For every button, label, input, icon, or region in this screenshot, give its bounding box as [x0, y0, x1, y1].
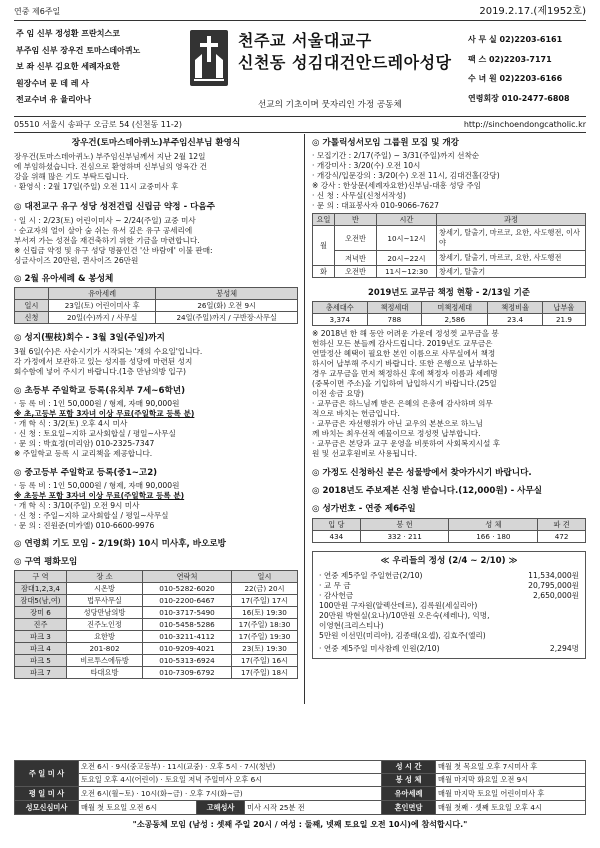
district-cell: 010-5458-5286 [143, 619, 232, 631]
infant-baptism-label: 유아세례 [382, 787, 436, 801]
hymn-cell: 472 [538, 530, 586, 542]
holy-hour-label: 성 시 간 [382, 761, 436, 774]
bible-group-cell: 월 [313, 226, 335, 266]
parish-name-line2: 신천동 성김대건안드레아성당 [238, 53, 452, 72]
district-header: 장 소 [67, 571, 143, 583]
palm-line: 회수함에 넣어 주시기 바랍니다.(1층 만남의방 입구) [14, 366, 186, 376]
offering-amount: 20,795,000원 [528, 581, 579, 591]
tithe-cell: 2,586 [422, 313, 488, 325]
bible-group-line: ※ 강사 : 한상문(세례자요한)신부님-대흥 성당 주임 [312, 181, 482, 191]
sunday-mass-line: 오전 6시 · 9시(중고등부) · 11시(교중) · 오후 5시 · 7시(청년) [79, 761, 382, 774]
communion-value: 매월 마지막 화요일 오전 9시 [436, 774, 586, 787]
district-cell: 진주 [15, 619, 67, 631]
district-cell: 23(토) 19:30 [232, 643, 298, 655]
bible-group-cell: 11시~12:30 [377, 266, 437, 278]
elementary-line: · 신 청 : 토요일~지하 교사회합실 / 평일~사무실 [14, 428, 176, 438]
notice-items: ◎ 가정도 신청하신 분은 성물방에서 찾아가시기 바랍니다. [312, 467, 532, 478]
sunday-mass-line: 토요일 오후 4시(어린이) · 토요일 저녁 주일미사 오후 6시 [79, 774, 382, 787]
bible-group-cell: 오전반 [335, 266, 377, 278]
attendance-value: 2,294명 [549, 644, 579, 654]
district-cell: 17(주일) 18시 [232, 667, 298, 679]
bible-group-header: 시간 [377, 214, 437, 226]
pilgrim-title: ◎ 대전교구 유구 성당 성전건립 신립금 약정 - 다음주 [14, 202, 216, 213]
bible-group-line: · 모집기간 : 2/17(주일) ~ 3/31(주일)까지 선착순 [312, 151, 480, 161]
column-divider [304, 134, 305, 704]
parish-address: 05510 서울시 송파구 오금로 54 (신천동 11-2) [14, 120, 183, 129]
bible-group-cell: 화 [313, 266, 335, 278]
tithe-header: 미책정세대 [422, 301, 488, 313]
district-cell: 비르투스에듀방 [67, 655, 143, 667]
welcome-line: · 환영식 : 2월 17일(주일) 오전 11시 교중미사 후 [14, 182, 179, 192]
hymn-cell: 434 [313, 530, 361, 542]
bible-group-cell: 창세기, 탈출기 [437, 266, 586, 278]
tithe-note-line: 원 및 선교후원비로 사용됩니다. [312, 448, 418, 458]
elementary-line: · 문 의 : 박효정(미리암) 010-2325-7347 [14, 438, 155, 448]
table-row [15, 619, 298, 631]
notice-bulletin: ◎ 2018년도 주보제본 신청 받습니다.(12,000원) - 사무실 [312, 486, 543, 497]
baptism-cell: 26일(화) 오전 9시 [156, 300, 298, 312]
welcome-line: 강을 위해 많은 기도 부탁드립니다. [14, 172, 129, 182]
district-rows [15, 583, 298, 679]
contact-office: 사 무 실 02)2203-6161 [468, 35, 563, 44]
attendance-label: · 연중 제5주일 미사참례 인원(2/10) [319, 644, 440, 654]
district-header: 구 역 [15, 571, 67, 583]
confession-value: 미사 시작 25분 전 [245, 801, 382, 815]
bible-group-cell: 오전반 [335, 226, 377, 251]
tithe-cell: 21.9 [542, 313, 585, 325]
table-row [15, 607, 298, 619]
district-header: 일시 [232, 571, 298, 583]
bible-group-cell: 창세기, 탈출기, 마르코, 요한, 사도행전 [437, 251, 586, 266]
header-top-rule [14, 20, 586, 21]
staff-pastor: 주 임 신부 정성환 프란치스코 [16, 29, 120, 38]
marian-mass-label: 성모신심미사 [15, 801, 79, 815]
palm-title: ◎ 성지(聖枝)회수 - 3월 3일(주일)까지 [14, 333, 165, 344]
offering-name-line: 100만원 구자원(알렉산데르), 김록원(세실리아) [319, 601, 478, 611]
bible-group-line: · 문 의 : 대표봉사자 010-9066-7627 [312, 201, 440, 211]
contact-convent: 수 녀 원 02)2203-6166 [468, 74, 563, 83]
church-logo-icon [190, 30, 228, 86]
tithe-note-line: ※ 2018년 한 해 동안 어려운 가운데 정성껏 교무금을 봉 [312, 328, 499, 338]
issue-date: 2019.2.17.(제1952호) [479, 6, 586, 17]
bible-group-cell: 창세기, 탈출기, 마르코, 요한, 사도행전, 이사야 [437, 226, 586, 251]
elementary-line: · 등 록 비 : 1인 50,000원 / 형제, 자매 90,000원 [14, 398, 180, 408]
baptism-cell: 23일(토) 어린이미사 후 [49, 300, 156, 312]
middle-high-line: · 등 록 비 : 1인 50,000원 / 형제, 자매 90,000원 [14, 481, 180, 491]
district-cell: 010-5282-6020 [143, 583, 232, 595]
bible-group-header: 요일 [313, 214, 335, 226]
offering-label: · 감사헌금 [319, 591, 354, 601]
hymn-title: ◎ 성가번호 - 연중 제6주일 [312, 504, 416, 515]
bible-group-line: · 신 청 : 사무실(신청서작성) [312, 191, 406, 201]
hymn-table [312, 518, 586, 543]
tithe-note-line: · 교무금은 하느님께 받은 은혜의 은총에 감사하며 의무 [312, 398, 493, 408]
district-title: ◎ 구역 평화모임 [14, 556, 78, 567]
district-header: 연락처 [143, 571, 232, 583]
baptism-header: 유아세례 [49, 288, 156, 300]
table-row [15, 631, 298, 643]
district-cell: 잠대5(남,여) [15, 595, 67, 607]
district-cell: 파크 3 [15, 631, 67, 643]
welcome-line: 장우건(토마스데아퀴노) 부주임신부님께서 지난 2월 12일 [14, 152, 206, 162]
elementary-line: ※ 주일학교 등록 시 교리책을 제공합니다. [14, 448, 153, 458]
table-row [15, 643, 298, 655]
district-cell: 요한방 [67, 631, 143, 643]
offering-row [319, 571, 579, 581]
middle-high-line: · 신 청 : 주일~지하 교사회합실 / 평일~사무실 [14, 511, 169, 521]
table-row [15, 595, 298, 607]
parish-url[interactable]: http://sinchoendongcatholic.kr [463, 120, 586, 129]
prayer-meeting-title: ◎ 연령회 기도 모임 - 2/19(화) 10시 미사후, 바오로방 [14, 539, 226, 550]
district-cell: 010-3211-4112 [143, 631, 232, 643]
offering-row [319, 591, 579, 601]
offering-row [319, 581, 579, 591]
tithe-note-line: (중복이면 주소)을 기입하여 납입하시기 바랍니다.(25일 [312, 378, 497, 388]
tithe-note-line: 적으로 바치는 헌금입니다. [312, 408, 400, 418]
bible-group-table [312, 213, 586, 278]
tithe-header: 총세대수 [313, 301, 368, 313]
baptism-header: 봉성체 [156, 288, 298, 300]
bible-group-cell: 저녁반 [335, 251, 377, 266]
tithe-header: 책정비율 [488, 301, 543, 313]
staff-superior: 원장수녀 문 데 레 사 [16, 78, 89, 88]
offering-label: · 교 무 금 [319, 581, 351, 591]
palm-line: 각 가정에서 보관하고 있는 성지를 성당에 마련된 성지 [14, 356, 193, 366]
district-cell: 17(주일) 18:30 [232, 619, 298, 631]
pilgrim-line: ※ 신립금 약정 및 유구 성당 명품인건 '산 바람에' 이불 판매: [14, 245, 213, 255]
baptism-cell: 신청 [15, 312, 49, 324]
sunday-mass-label: 주 일 미 사 [15, 761, 79, 787]
staff-assistant: 보 좌 신부 김요한 세례자요한 [16, 62, 120, 71]
district-cell: 진주노인정 [67, 619, 143, 631]
offering-name-line: 이영현(크리스티나) [319, 621, 384, 631]
staff-associate: 부주임 신부 장우건 토마스데아퀴노 [16, 45, 141, 55]
tithe-cell: 3,374 [313, 313, 368, 325]
bible-group-cell: 10시~12시 [377, 226, 437, 251]
contact-list [468, 30, 586, 108]
bible-group-header: 반 [335, 214, 377, 226]
attendance-row [319, 644, 579, 654]
weekday-mass-line: 오전 6시(월~토) · 10시(화~금) · 오후 7시(화~금) [79, 787, 382, 801]
baptism-cell: 20일(수)까지 / 사무실 [49, 312, 156, 324]
holy-hour-value: 매월 첫 목요일 오후 7시미사 후 [436, 761, 586, 774]
contact-fax: 팩 스 02)2203-7171 [468, 54, 552, 64]
elementary-line: · 개 학 식 : 3/2(토) 오후 4시 미사 [14, 418, 128, 428]
district-cell: 17(주일) 16시 [232, 655, 298, 667]
baptism-title: ◎ 2월 유아세례 & 봉성체 [14, 273, 114, 284]
bible-group-line: · 개강식/입문강의 : 3/20(수) 오전 11시, 김대건홀(강당) [312, 171, 500, 181]
offering-amount: 2,650,000원 [533, 591, 579, 601]
week-label: 연중 제6주일 [14, 7, 61, 16]
staff-list [16, 26, 148, 109]
district-cell: 16(토) 19:30 [232, 607, 298, 619]
parish-name-line1: 천주교 서울대교구 [238, 31, 372, 50]
district-cell: 파크 4 [15, 643, 67, 655]
table-row [15, 655, 298, 667]
staff-sister: 전교수녀 유 율리아나 [16, 95, 92, 104]
hymn-header: 입 당 [313, 518, 361, 530]
offering-title: ≪ 우리들의 정성 (2/4 ~ 2/10) ≫ [380, 555, 518, 566]
hymn-cell: 332 · 211 [360, 530, 449, 542]
district-cell: 성당만남의방 [67, 607, 143, 619]
bible-group-header: 과정 [437, 214, 586, 226]
district-table [14, 570, 298, 679]
tithe-note-line: · 교무금은 본당과 교구 운영을 비롯하여 사회복지시설 후 [312, 438, 501, 448]
district-cell: 파크 7 [15, 667, 67, 679]
mass-schedule [14, 760, 586, 831]
left-column [14, 136, 298, 679]
district-cell: 010-2200-6467 [143, 595, 232, 607]
pilgrim-line: 부서져 가는 성전을 재건축하기 위한 기금을 마련합니다. [14, 235, 200, 245]
marriage-label: 혼인면담 [382, 801, 436, 815]
baptism-table [14, 287, 298, 324]
offering-box [312, 551, 586, 659]
offering-amount: 11,534,000원 [528, 571, 579, 581]
right-column [312, 136, 586, 659]
bible-group-cell: 20시~22시 [377, 251, 437, 266]
welcome-title: 장우건(토마스데아퀴노)부주임신부님 환영식 [71, 138, 241, 148]
tithe-note-line: 이전 송금 요망) [312, 388, 364, 398]
hymn-header: 성 체 [449, 518, 538, 530]
district-cell: 010-7309-6792 [143, 667, 232, 679]
district-cell: 17(주일) 17시 [232, 595, 298, 607]
offering-name-line: 5만원 이선민(미리아), 김종태(요셉), 김효주(엘리) [319, 631, 486, 641]
header-bottom-rule [14, 116, 586, 117]
baptism-header [15, 288, 49, 300]
district-cell: 17(주일) 19:30 [232, 631, 298, 643]
district-cell: 201-802 [67, 643, 143, 655]
tithe-notes [312, 329, 586, 459]
tithe-note-line: 하시어 납부해 주시기 바랍니다. 또한 은행으로 납부하는 [312, 358, 498, 368]
elementary-line: ※ 초,고등부 포함 3자녀 이상 무료(주일학교 등록 분) [14, 408, 195, 418]
tithe-header: 책정세대 [367, 301, 422, 313]
district-cell: 010-5313-6924 [143, 655, 232, 667]
welcome-line: 에 부임하셨습니다. 진심으로 환영하며 신부님의 영육간 건 [14, 162, 207, 172]
district-cell: 장미 6 [15, 607, 67, 619]
baptism-cell: 일시 [15, 300, 49, 312]
pilgrim-line: · 순교자의 얼이 살아 숨 쉬는 유서 깊은 유구 공세리에 [14, 225, 193, 235]
weekday-mass-label: 평 일 미 사 [15, 787, 79, 801]
district-cell: 잠대1,2,3,4 [15, 583, 67, 595]
offering-name-line: 20만원 박현실(요나)/10만원 오은숙(세레나), 익명, [319, 611, 490, 621]
tithe-cell: 23.4 [488, 313, 543, 325]
schedule-table [14, 760, 586, 801]
district-cell: 010-9209-4021 [143, 643, 232, 655]
baptism-cell: 24일(주일)까지 / 구반장·사무실 [156, 312, 298, 324]
parish-motto: 선교의 기초이며 뭇자리인 가정 공동체 [258, 100, 402, 110]
hymn-header: 봉 헌 [360, 518, 449, 530]
middle-high-line: · 개 학 식 : 3/10(주일) 오전 9시 미사 [14, 501, 140, 511]
tithe-cell: 788 [367, 313, 422, 325]
schedule-table-2 [14, 801, 586, 815]
footer-slogan: "소공동체 모임 (남성 : 셋째 주일 20시 / 여성 : 둘째, 넷째 토요일 오전 10시)에 참석합시다." [132, 820, 468, 829]
tithe-table [312, 301, 586, 326]
tithe-note-line: 경우 교무금을 먼저 책정하신 후에 책정자 이름과 세례명 [312, 368, 498, 378]
tithe-note-line: 께 바치는 최우선적 예물이므로 정성껏 납부합니다. [312, 428, 481, 438]
tithe-header: 납부율 [542, 301, 585, 313]
district-cell: 22(금) 20시 [232, 583, 298, 595]
marian-mass-line: 매월 첫 토요일 오전 6시 [79, 801, 197, 815]
tithe-note-line: · 교무금은 자선행위가 아닌 교우의 본분으로 하느님 [312, 418, 483, 428]
elementary-title: ◎ 초등부 주일학교 등록(유치부 7세~6학년) [14, 385, 186, 396]
communion-label: 봉 성 체 [382, 774, 436, 787]
district-cell: 시온방 [67, 583, 143, 595]
infant-baptism-value: 매월 마지막 토요일 어린이미사 후 [436, 787, 586, 801]
contact-funeral: 연령회장 010-2477-6808 [468, 93, 570, 103]
middle-high-line: · 문 의 : 진원준(미카엘) 010-6600-9976 [14, 521, 155, 531]
offering-label: · 연중 제5주일 주일헌금(2/10) [319, 571, 423, 581]
pilgrim-line: 싱글사이즈 20만원, 퀸사이즈 26만원 [14, 255, 139, 265]
table-row [15, 667, 298, 679]
district-cell: 법무사무실 [67, 595, 143, 607]
address-rule [14, 132, 586, 133]
tithe-note-line: 헌하신 모든 분들께 감사드립니다. 2019년도 교무금은 [312, 338, 493, 348]
hymn-cell: 166 · 180 [449, 530, 538, 542]
pilgrim-line: · 일 시 : 2/23(토) 어린이미사 ~ 2/24(주일) 교중 미사 [14, 215, 196, 225]
district-cell: 파크 5 [15, 655, 67, 667]
district-cell: 010-3717-5490 [143, 607, 232, 619]
tithe-note-line: 연말정산 혜택이 필요한 본인 이름으로 사무실에서 책정 [312, 348, 496, 358]
marriage-value: 매월 첫째 · 셋째 토요일 오후 4시 [436, 801, 586, 815]
bible-group-line: · 개강미사 : 3/20(수) 오전 10시 [312, 161, 421, 171]
middle-high-title: ◎ 중고등부 주일학교 등록(중1~고2) [14, 468, 158, 478]
offering-rows [319, 571, 579, 601]
tithe-title: 2019년도 교무금 책정 현황 - 2/13일 기준 [368, 287, 530, 298]
table-row [15, 583, 298, 595]
hymn-header: 파 견 [538, 518, 586, 530]
middle-high-line: ※ 초등부 포함 3자녀 이상 무료(주일학교 등록 분) [14, 491, 185, 501]
palm-line: 3월 6일(수)은 사순시기가 시작되는 '재의 수요일'입니다. [14, 346, 203, 356]
confession-label: 고해성사 [197, 801, 245, 815]
district-cell: 타대요방 [67, 667, 143, 679]
bible-group-title: ◎ 가톨릭성서모임 그룹원 모집 및 개강 [312, 138, 459, 148]
